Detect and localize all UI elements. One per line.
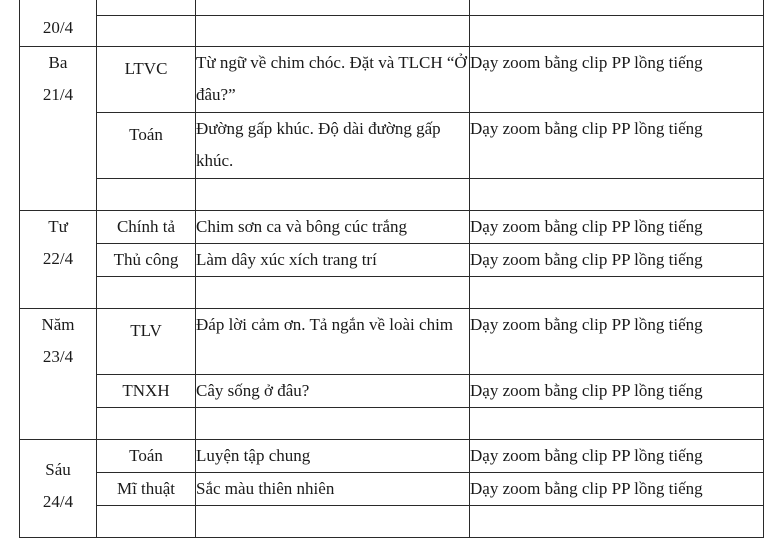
subject-cell: Chính tả bbox=[97, 211, 196, 244]
empty-cell bbox=[97, 16, 196, 47]
empty-cell bbox=[196, 408, 470, 440]
lesson-cell: Đường gấp khúc. Độ dài đường gấp khúc. bbox=[196, 113, 470, 179]
method-cell: Dạy zoom bằng clip PP lồng tiếng bbox=[470, 47, 764, 113]
empty-cell bbox=[196, 16, 470, 47]
method-cell: Dạy zoom bằng clip PP lồng tiếng bbox=[470, 473, 764, 506]
empty-cell bbox=[97, 506, 196, 538]
empty-cell bbox=[470, 277, 764, 309]
method-cell: Dạy zoom bằng clip PP lồng tiếng bbox=[470, 113, 764, 179]
subject-cell: Mĩ thuật bbox=[97, 473, 196, 506]
table-row bbox=[20, 440, 764, 473]
day-name: Năm bbox=[41, 315, 75, 334]
day-date: 23/4 bbox=[42, 347, 74, 366]
method-cell: Dạy zoom bằng clip PP lồng tiếng bbox=[470, 244, 764, 277]
table-row bbox=[20, 47, 764, 113]
day-cell bbox=[20, 440, 97, 538]
day-date: 21/4 bbox=[42, 85, 74, 104]
method-cell: Dạy zoom bằng clip PP lồng tiếng bbox=[470, 211, 764, 244]
empty-cell bbox=[470, 506, 764, 538]
method-cell: Dạy zoom bằng clip PP lồng tiếng bbox=[470, 309, 764, 375]
day-date: 20/4 bbox=[42, 18, 74, 37]
empty-cell bbox=[97, 408, 196, 440]
subject-cell: Thủ công bbox=[97, 244, 196, 277]
table-row bbox=[20, 113, 764, 179]
table-row bbox=[20, 16, 764, 47]
empty-cell bbox=[196, 277, 470, 309]
table-row bbox=[20, 375, 764, 408]
lesson-cell: Sắc màu thiên nhiên bbox=[196, 473, 470, 506]
day-cell bbox=[20, 47, 97, 211]
table-row bbox=[20, 506, 764, 538]
empty-cell bbox=[97, 277, 196, 309]
subject-cell bbox=[97, 0, 196, 16]
subject-cell: Toán bbox=[97, 440, 196, 473]
day-cell bbox=[20, 309, 97, 440]
empty-cell bbox=[470, 179, 764, 211]
method-cell: Dạy zoom bằng clip PP lồng tiếng bbox=[470, 440, 764, 473]
empty-cell bbox=[470, 16, 764, 47]
day-name: Tư bbox=[48, 217, 68, 236]
day-name: Sáu bbox=[45, 460, 71, 479]
day-cell bbox=[20, 211, 97, 309]
empty-cell bbox=[470, 408, 764, 440]
day-date: 24/4 bbox=[42, 492, 74, 511]
empty-cell bbox=[196, 179, 470, 211]
lesson-cell: Làm dây xúc xích trang trí bbox=[196, 244, 470, 277]
subject-cell: TNXH bbox=[97, 375, 196, 408]
table-row bbox=[20, 179, 764, 211]
lesson-cell: Từ ngữ về chim chóc. Đặt và TLCH “Ở đâu?” bbox=[196, 47, 470, 113]
subject-cell: Toán bbox=[97, 113, 196, 179]
table-row bbox=[20, 473, 764, 506]
day-name: Ba bbox=[48, 53, 68, 72]
lesson-cell bbox=[196, 0, 470, 16]
table-row bbox=[20, 277, 764, 309]
subject-cell: TLV bbox=[97, 309, 196, 375]
method-cell bbox=[470, 0, 764, 16]
table-row bbox=[20, 244, 764, 277]
table-row bbox=[20, 211, 764, 244]
day-date: 22/4 bbox=[42, 249, 74, 268]
schedule-table bbox=[19, 0, 764, 538]
lesson-cell: Chim sơn ca và bông cúc trắng bbox=[196, 211, 470, 244]
table-row bbox=[20, 0, 764, 16]
table-row bbox=[20, 309, 764, 375]
day-cell bbox=[20, 0, 97, 47]
method-cell: Dạy zoom bằng clip PP lồng tiếng bbox=[470, 375, 764, 408]
lesson-cell: Cây sống ở đâu? bbox=[196, 375, 470, 408]
empty-cell bbox=[97, 179, 196, 211]
lesson-cell: Luyện tập chung bbox=[196, 440, 470, 473]
lesson-cell: Đáp lời cảm ơn. Tả ngắn về loài chim bbox=[196, 309, 470, 375]
subject-cell: LTVC bbox=[97, 47, 196, 113]
table-row bbox=[20, 408, 764, 440]
empty-cell bbox=[196, 506, 470, 538]
